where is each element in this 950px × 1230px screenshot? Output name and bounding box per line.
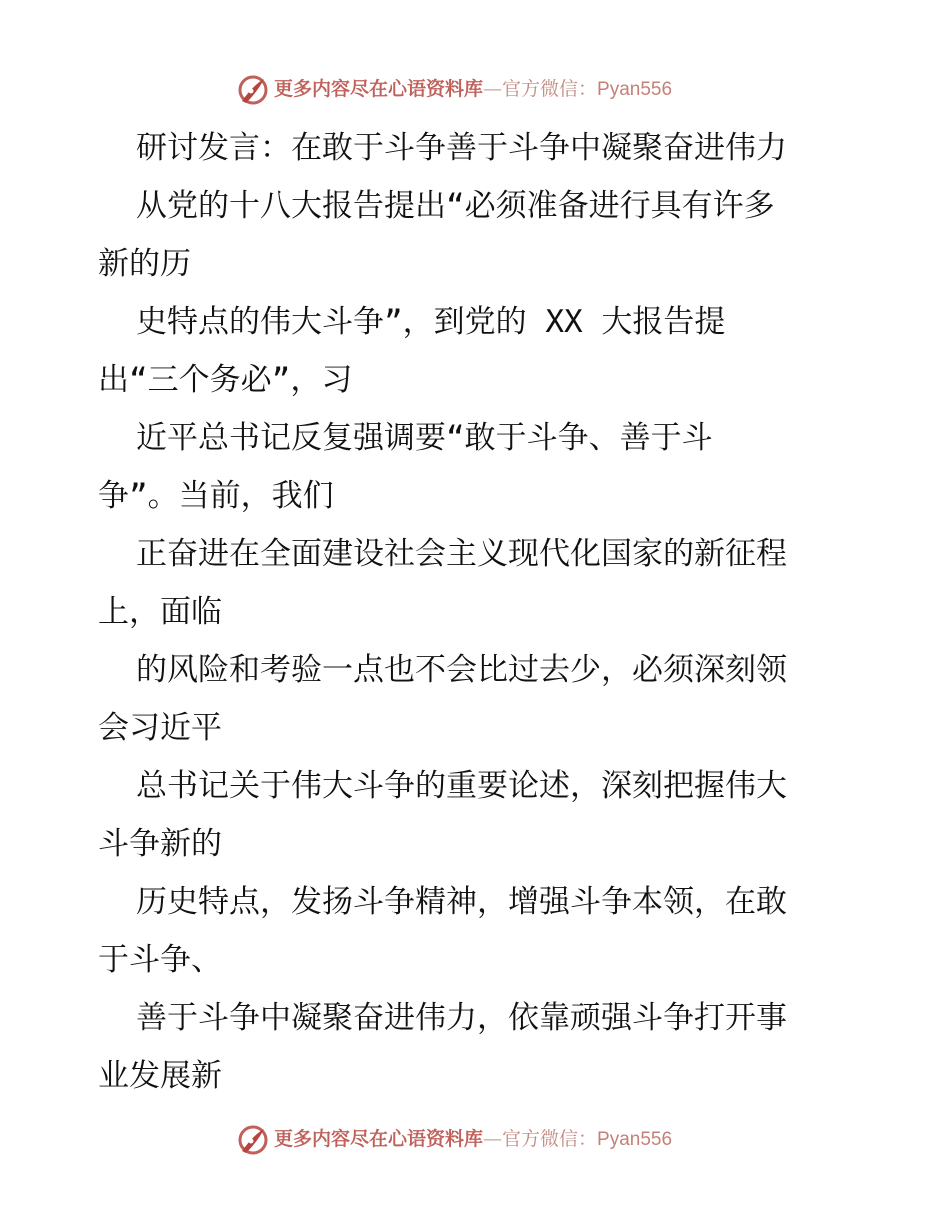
text-line: 正奋进在全面建设社会主义现代化国家的新征程 — [136, 536, 787, 572]
watermark-wechat-label: 官方微信： — [502, 1128, 598, 1150]
text-line: 新的历 — [98, 246, 191, 282]
text-line: 史特点的伟大斗争”，到党的 XX 大报告提 — [136, 304, 726, 340]
text-line: 业发展新 — [98, 1058, 222, 1094]
text-line: 近平总书记反复强调要“敢于斗争、善于斗 — [136, 420, 713, 456]
text-line-title: 研讨发言：在敢于斗争善于斗争中凝聚奋进伟力 — [136, 130, 787, 166]
text-line: 的风险和考验一点也不会比过去少，必须深刻领 — [136, 652, 787, 688]
watermark-wechat-id: Pyan556 — [597, 79, 673, 100]
text-line: 出“三个务必”，习 — [98, 362, 353, 398]
text-line: 历史特点，发扬斗争精神，增强斗争本领，在敢 — [136, 884, 787, 920]
watermark-text — [274, 1127, 672, 1152]
watermark-wechat-label: 官方微信： — [502, 78, 598, 100]
text-line: 争”。当前，我们 — [98, 478, 334, 514]
text-line: 总书记关于伟大斗争的重要论述，深刻把握伟大 — [136, 768, 787, 804]
pen-nib-circle-icon — [236, 1123, 270, 1157]
text-line: 从党的十八大报告提出“必须准备进行具有许多 — [136, 188, 775, 224]
watermark-dash: — — [483, 78, 503, 100]
text-line: 上，面临 — [98, 594, 222, 630]
watermark-dash: — — [483, 1128, 503, 1150]
text-line: 于斗争、 — [98, 942, 222, 978]
text-line: 斗争新的 — [98, 826, 222, 862]
text-line: 善于斗争中凝聚奋进伟力，依靠顽强斗争打开事 — [136, 1000, 787, 1036]
watermark-main: 更多内容尽在心语资料库 — [274, 1128, 484, 1150]
watermark-main: 更多内容尽在心语资料库 — [274, 78, 484, 100]
watermark-wechat-id: Pyan556 — [597, 1129, 673, 1150]
text-line: 会习近平 — [98, 710, 222, 746]
watermark-footer — [236, 1123, 756, 1157]
